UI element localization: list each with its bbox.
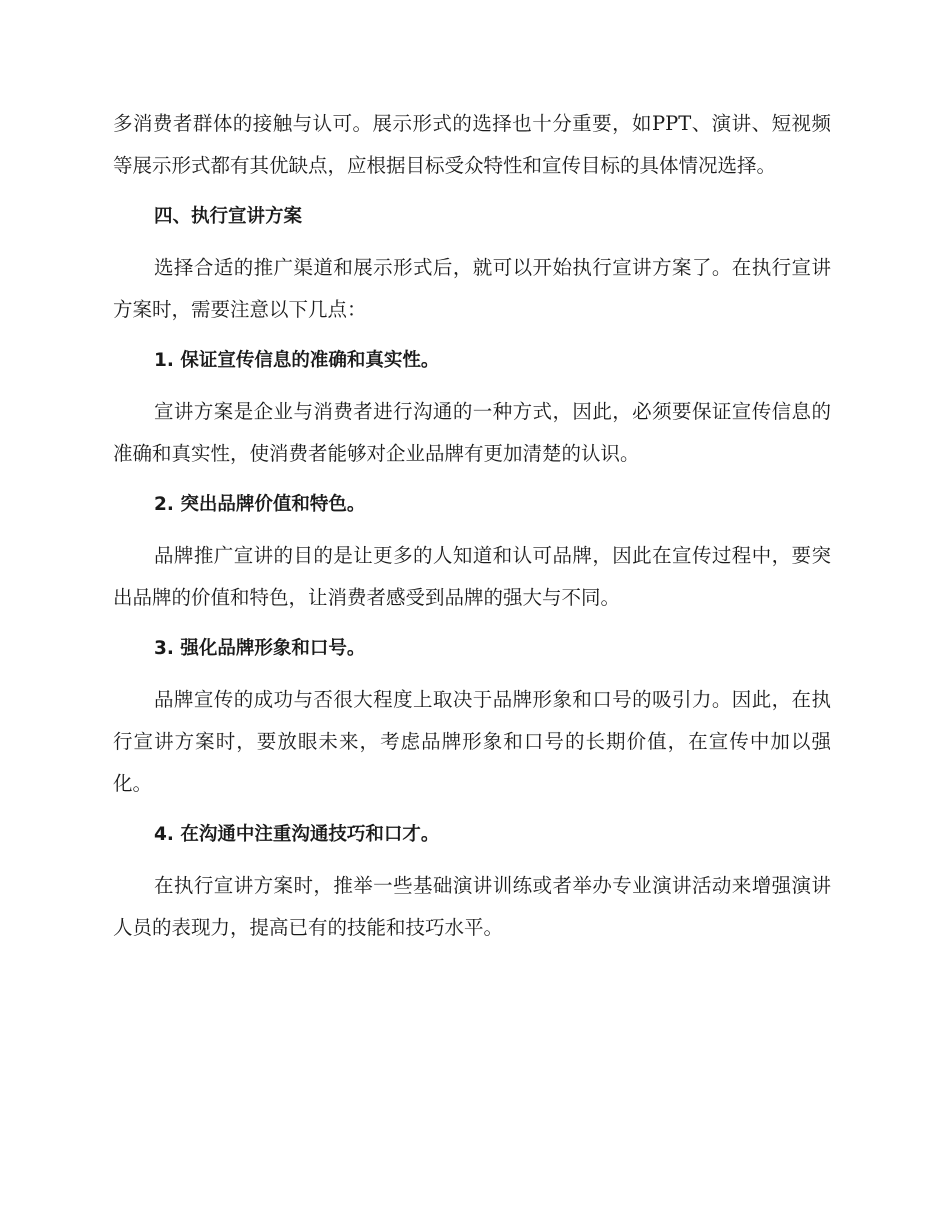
point-heading-1: 1. 保证宣传信息的准确和真实性。	[154, 350, 440, 371]
intro-paragraph: 多消费者群体的接触与认可。展示形式的选择也十分重要，如PPT、演讲、短视频等展示形式都有其优缺点，应根据目标受众特性和宣传目标的具体情况选择。	[113, 112, 831, 177]
point-paragraph-2: 品牌推广宣讲的目的是让更多的人知道和认可品牌，因此在宣传过程中，要突出品牌的价值和特色，让消费者感受到品牌的强大与不同。	[113, 544, 831, 609]
point-paragraph-1: 宣讲方案是企业与消费者进行沟通的一种方式，因此，必须要保证宣传信息的准确和真实性，使消费者能够对企业品牌有更加清楚的认识。	[113, 400, 831, 465]
execute-paragraph: 选择合适的推广渠道和展示形式后，就可以开始执行宣讲方案了。在执行宣讲方案时，需要注意以下几点：	[113, 256, 831, 321]
point-heading-2: 2. 突出品牌价值和特色。	[154, 494, 366, 515]
point-heading-3: 3. 强化品牌形象和口号。	[154, 638, 366, 659]
point-paragraph-4: 在执行宣讲方案时，推举一些基础演讲训练或者举办专业演讲活动来增强演讲人员的表现力，提高已有的技能和技巧水平。	[113, 874, 831, 939]
point-paragraph-3: 品牌宣传的成功与否很大程度上取决于品牌形象和口号的吸引力。因此，在执行宣讲方案时，要放眼未来，考虑品牌形象和口号的长期价值，在宣传中加以强化。	[113, 688, 831, 795]
section-heading-execute: 四、执行宣讲方案	[154, 206, 303, 227]
document-page	[113, 103, 831, 958]
point-heading-4: 4. 在沟通中注重沟通技巧和口才。	[154, 824, 440, 845]
